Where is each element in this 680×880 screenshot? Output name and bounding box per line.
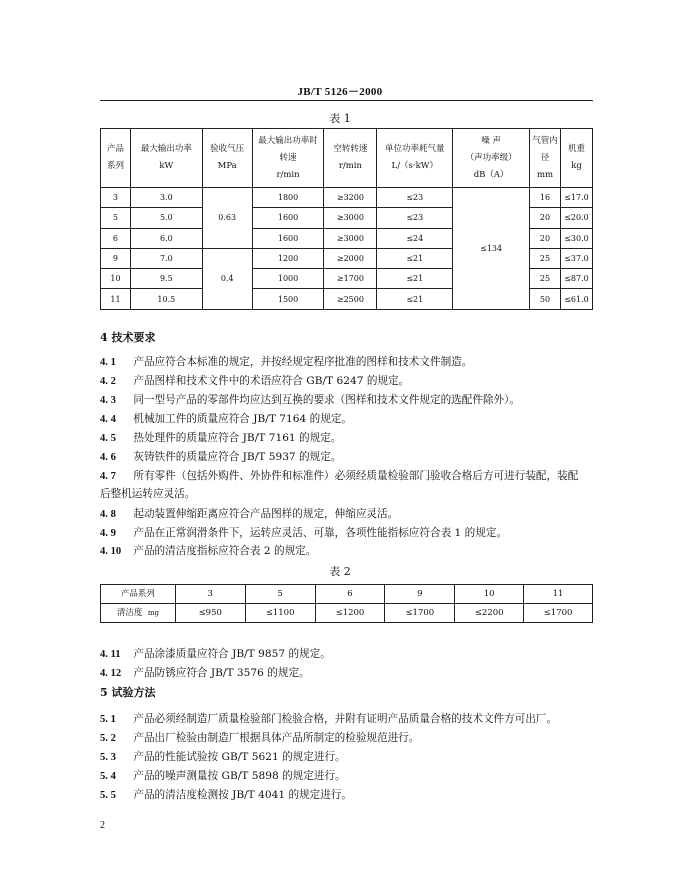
table-cell: 10 [455, 585, 524, 604]
table-cell: ≥2000 [324, 248, 377, 268]
table-cell: 11 [524, 585, 593, 604]
table-cell: 1000 [252, 269, 324, 289]
table-cell: ≥3200 [324, 188, 377, 208]
table-cell: 25 [530, 269, 561, 289]
table-cell: 产品系列 [101, 585, 176, 604]
table-cell: 1500 [252, 289, 324, 309]
table-cell: 3 [175, 585, 245, 604]
clause-4-7-continued: 后整机运转应灵活。 [100, 488, 196, 500]
table-cell: 10.5 [130, 289, 202, 309]
section-4-title: 4 技术要求 [100, 331, 156, 344]
clause-4-6: 4. 6 灰铸铁件的质量应符合 JB/T 5937 的规定。 [100, 451, 342, 463]
clause-5-2: 5. 2 产品出厂检验由制造厂根据具体产品所制定的检验规范进行。 [100, 732, 420, 744]
table1-header-cell: 最大输出功率时 转速 r/min [252, 129, 324, 188]
table-cell: ≤1100 [245, 604, 315, 623]
table-cell: 10 [101, 269, 131, 289]
table-cell: ≤61.0 [560, 289, 592, 309]
table-cell: 6 [101, 228, 131, 248]
pressure-cell: 0.63 [202, 188, 252, 249]
table-cell: 9.5 [130, 269, 202, 289]
clause-4-11: 4. 11 产品涂漆质量应符合 JB/T 9857 的规定。 [100, 648, 331, 660]
clause-4-12: 4. 12 产品防锈应符合 JB/T 3576 的规定。 [100, 667, 310, 679]
table-cell: 1600 [252, 228, 324, 248]
table-cell: ≤23 [377, 208, 453, 228]
table1-caption: 表 1 [329, 112, 351, 125]
pressure-cell: 0.4 [202, 248, 252, 309]
table-cell: ≤87.0 [560, 269, 592, 289]
table1-header-cell: 空转转速 r/min [324, 129, 377, 188]
table1-header-cell: 最大输出功率 kW [130, 129, 202, 188]
table-cell: 6 [315, 585, 385, 604]
table2-caption: 表 2 [329, 565, 351, 578]
table-cell: ≤21 [377, 269, 453, 289]
table1-header-cell: 验收气压 MPa [202, 129, 252, 188]
clause-5-3: 5. 3 产品的性能试验按 GB/T 5621 的规定进行。 [100, 751, 346, 763]
table1-header-cell: 噪 声 （声功率级） dB（A） [453, 129, 530, 188]
table2 [100, 584, 593, 623]
table-cell: ≥3000 [324, 228, 377, 248]
table-cell: 1200 [252, 248, 324, 268]
table-cell: ≤30.0 [560, 228, 592, 248]
table-cell: 1800 [252, 188, 324, 208]
table1-header-row [101, 129, 593, 188]
table-cell: 5 [245, 585, 315, 604]
table-cell: 20 [530, 208, 561, 228]
clause-4-1: 4. 1 产品应符合本标准的规定，并按经规定程序批准的图样和技术文件制造。 [100, 356, 473, 368]
noise-cell: ≤134 [453, 188, 530, 310]
table1-header-cell: 机重 kg [560, 129, 592, 188]
table-cell: ≤37.0 [560, 248, 592, 268]
section-5-title: 5 试验方法 [100, 686, 156, 699]
clause-4-8: 4. 8 起动装置伸缩距离应符合产品图样的规定，伸缩应灵活。 [100, 508, 399, 520]
table-cell: ≥2500 [324, 289, 377, 309]
table-cell: ≤21 [377, 248, 453, 268]
table-cell: 1600 [252, 208, 324, 228]
table1-header-cell: 气管内径 mm [530, 129, 561, 188]
table-cell: 20 [530, 228, 561, 248]
clause-4-2: 4. 2 产品图样和技术文件中的术语应符合 GB/T 6247 的规定。 [100, 375, 410, 387]
table-cell: 5.0 [130, 208, 202, 228]
clause-5-1: 5. 1 产品必须经制造厂质量检验部门检验合格，并附有证明产品质量合格的技术文件方可出厂。 [100, 713, 558, 725]
clause-5-4: 5. 4 产品的噪声测量按 GB/T 5898 的规定进行。 [100, 770, 346, 782]
table-cell: 5 [101, 208, 131, 228]
table-cell: ≤24 [377, 228, 453, 248]
document-header: JB/T 5126－2000 [297, 86, 383, 98]
clause-4-7: 4. 7 所有零件（包括外购件、外协件和标准件）必须经质量检验部门验收合格后方可进行装配，装配 [100, 470, 579, 482]
table-cell: 9 [101, 248, 131, 268]
clause-4-3: 4. 3 同一型号产品的零部件均应达到互换的要求（图样和技术文件规定的选配件除外）。 [100, 394, 521, 406]
table-cell: ≤1700 [524, 604, 593, 623]
header-rule [100, 100, 593, 101]
table1-header-cell: 单位功率耗气量 L/（s·kW） [377, 129, 453, 188]
table-cell: 3 [101, 188, 131, 208]
table-cell: 9 [385, 585, 455, 604]
table-cell: ≤17.0 [560, 188, 592, 208]
table-row [101, 585, 593, 604]
clause-4-4: 4. 4 机械加工件的质量应符合 JB/T 7164 的规定。 [100, 413, 353, 425]
table-cell: ≤23 [377, 188, 453, 208]
table-cell: 50 [530, 289, 561, 309]
table-cell: 3.0 [130, 188, 202, 208]
table-cell: 清洁度 mg [101, 604, 176, 623]
table-cell: ≤21 [377, 289, 453, 309]
table-cell: 25 [530, 248, 561, 268]
clause-4-10: 4. 10 产品的清洁度指标应符合表 2 的规定。 [100, 545, 317, 557]
table-cell: 16 [530, 188, 561, 208]
table-cell: 6.0 [130, 228, 202, 248]
clause-4-5: 4. 5 热处理件的质量应符合 JB/T 7161 的规定。 [100, 432, 342, 444]
table-cell: ≤2200 [455, 604, 524, 623]
table-cell: ≥1700 [324, 269, 377, 289]
table-cell: ≥3000 [324, 208, 377, 228]
table-cell: ≤20.0 [560, 208, 592, 228]
table-row [101, 188, 593, 208]
table1-header-cell: 产品 系列 [101, 129, 131, 188]
table-cell: ≤1200 [315, 604, 385, 623]
table1 [100, 128, 593, 310]
clause-5-5: 5. 5 产品的清洁度检测按 JB/T 4041 的规定进行。 [100, 789, 353, 801]
table-cell: ≤950 [175, 604, 245, 623]
table-cell: 7.0 [130, 248, 202, 268]
table-cell: 11 [101, 289, 131, 309]
table-cell: ≤1700 [385, 604, 455, 623]
table-row [101, 604, 593, 623]
page-number: 2 [100, 820, 105, 831]
clause-4-9: 4. 9 产品在正常润滑条件下，运转应灵活、可靠，各项性能指标应符合表 1 的规定。 [100, 527, 508, 539]
